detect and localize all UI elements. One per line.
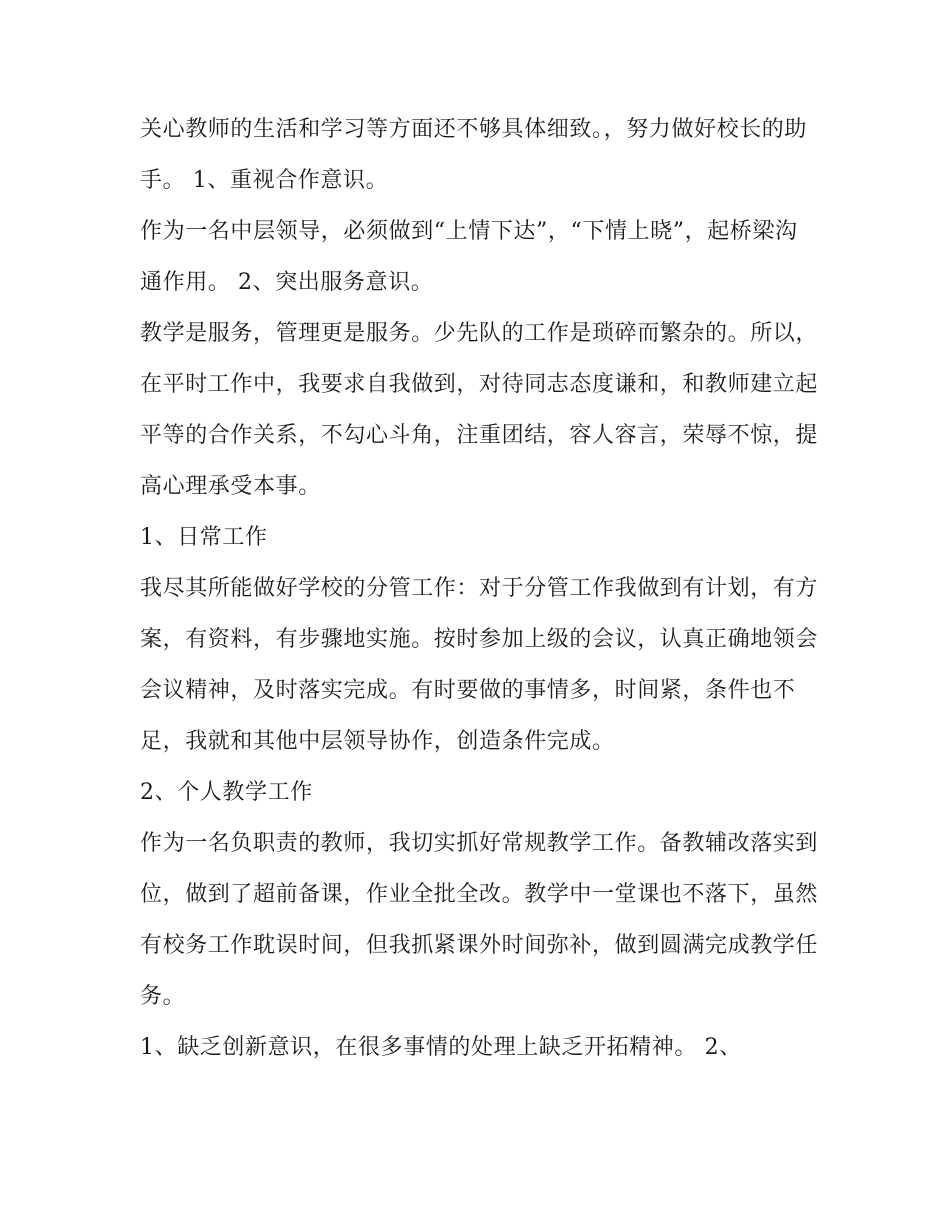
document-body bbox=[140, 104, 820, 1073]
paragraph-3: 教学是服务，管理更是服务。少先队的工作是琐碎而繁杂的。所以，在平时工作中，我要求自我做到，对待同志态度谦和，和教师建立起平等的合作关系，不勾心斗角，注重团结，容人容言，荣辱不惊，提高心理承受本事。 bbox=[140, 321, 819, 499]
paragraph-5: 我尽其所能做好学校的分管工作：对于分管工作我做到有计划，有方案，有资料，有步骤地实施。按时参加上级的会议，认真正确地领会会议精神，及时落实完成。有时要做的事情多，时间紧，条件也不足，我就和其他中层领导协作，创造条件完成。 bbox=[140, 576, 819, 754]
section-heading-daily-work: 1、日常工作 bbox=[140, 525, 268, 550]
paragraph-1: 关心教师的生活和学习等方面还不够具体细致。，努力做好校长的助手。 1、重视合作意识。 bbox=[140, 117, 808, 193]
section-heading-teaching-work: 2、个人教学工作 bbox=[140, 780, 313, 805]
paragraph-8: 1、缺乏创新意识，在很多事情的处理上缺乏开拓精神。 2、 bbox=[140, 1035, 742, 1060]
paragraph-7: 作为一名负职责的教师，我切实抓好常规教学工作。备教辅改落实到位，做到了超前备课，作业全批全改。教学中一堂课也不落下，虽然有校务工作耽误时间，但我抓紧课外时间弥补，做到圆满完成教学任务。 bbox=[140, 831, 819, 1009]
paragraph-2: 作为一名中层领导，必须做到“上情下达”，“下情上晓”，起桥梁沟通作用。 2、突出服务意识。 bbox=[140, 219, 798, 295]
